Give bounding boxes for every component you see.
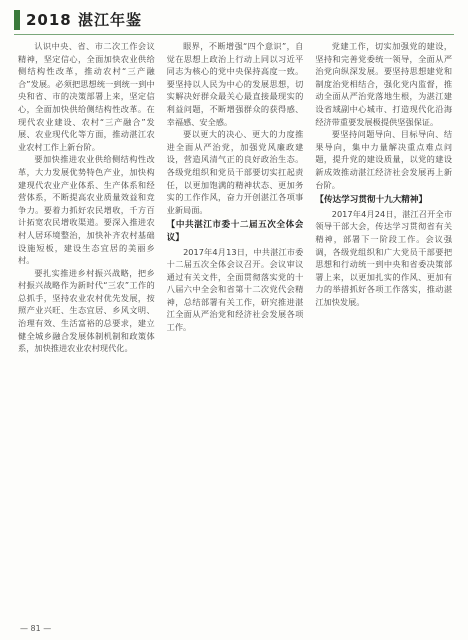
text-column-2: [167, 40, 304, 620]
page-header: [14, 8, 454, 38]
section-heading: 【传达学习贯彻十九大精神】: [315, 195, 428, 206]
paragraph: 2017年4月24日，湛江召开全市领导干部大会，传达学习贯彻省有关精神，部署下一阶段工作。会议强调，各级党组织和广大党员干部要把思想和行动统一到中央和省委决策部署上来，以更加扎实的作风、更加有力的举措抓好各项工作落实，推动湛江加快发展。: [315, 208, 453, 307]
paragraph: 要加快推进农业供给侧结构性改革，大力发展优势特色产业，加快构建现代农业产业体系、生产体系和经营体系，不断提高农业质量效益和竞争力。要着力抓好农民增收，千方百计拓宽农民增收渠道。要深入推进农村人居环境整治，加快补齐农村基础设施短板，建设生态宜居的美丽乡村。: [18, 154, 155, 266]
paragraph: 要以更大的决心、更大的力度推进全面从严治党，加强党风廉政建设，营造风清气正的良好政治生态。各级党组织和党员干部要切实扛起责任，以更加饱满的精神状态、更加务实的工作作风，奋力开创湛江各项事业新局面。: [166, 129, 304, 215]
paragraph: 党建工作，切实加强党的建设，坚持和完善党委统一领导，全面从严治党向纵深发展。要坚持思想建党和制度治党相结合，强化党内监督，推动全面从严治党落地生根，为湛江建设省域副中心城市、打造现代化沿海经济带重要发展极提供坚强保证。: [315, 41, 453, 127]
page-number: — 81 —: [20, 624, 52, 633]
section-heading: 【中共湛江市委十二届五次全体会议】: [166, 220, 304, 243]
paragraph: 要坚持问题导向、目标导向、结果导向，集中力量解决重点难点问题，提升党的建设质量，以党的建设新成效推动湛江经济社会发展再上新台阶。: [315, 129, 453, 190]
text-column-3: [315, 40, 452, 620]
paragraph: 2017年4月13日，中共湛江市委十二届五次全体会议召开。会议审议通过有关文件，全面贯彻落实党的十八届六中全会和省第十二次党代会精神，总结部署有关工作，研究推进湛江全面从严治党和经济社会发展各项工作。: [166, 246, 304, 333]
text-column-1: [18, 40, 155, 620]
page-title: 2018 湛江年鉴: [26, 11, 142, 29]
paragraph: 眼界，不断增强“四个意识”，自觉在思想上政治上行动上同以习近平同志为核心的党中央保持高度一致。要坚持以人民为中心的发展思想，切实解决好群众最关心最直接最现实的利益问题，不断增强群众的获得感、幸福感、安全感。: [166, 41, 304, 127]
header-accent-bar: [14, 10, 20, 30]
header-divider: [14, 34, 454, 35]
paragraph: 要扎实推进乡村振兴战略，把乡村振兴战略作为新时代“三农”工作的总抓手，坚持农业农村优先发展，按照产业兴旺、生态宜居、乡风文明、治理有效、生活富裕的总要求，建立健全城乡融合发展体制机制和政策体系，加快推进农业农村现代化。: [18, 267, 155, 354]
article-body: [18, 40, 452, 620]
paragraph: 认识中央、省、市二次工作会议精神，坚定信心，全面加快农业供给侧结构性改革，推动农村“三产融合”发展。必须把思想统一到统一到中央和省、市的决策部署上来，坚定信心，全面加快供给侧结构性改革。在现代农业建设、农村“三产融合”发展、农业现代化等方面，推动湛江农业农村工作上新台阶。: [18, 41, 155, 152]
